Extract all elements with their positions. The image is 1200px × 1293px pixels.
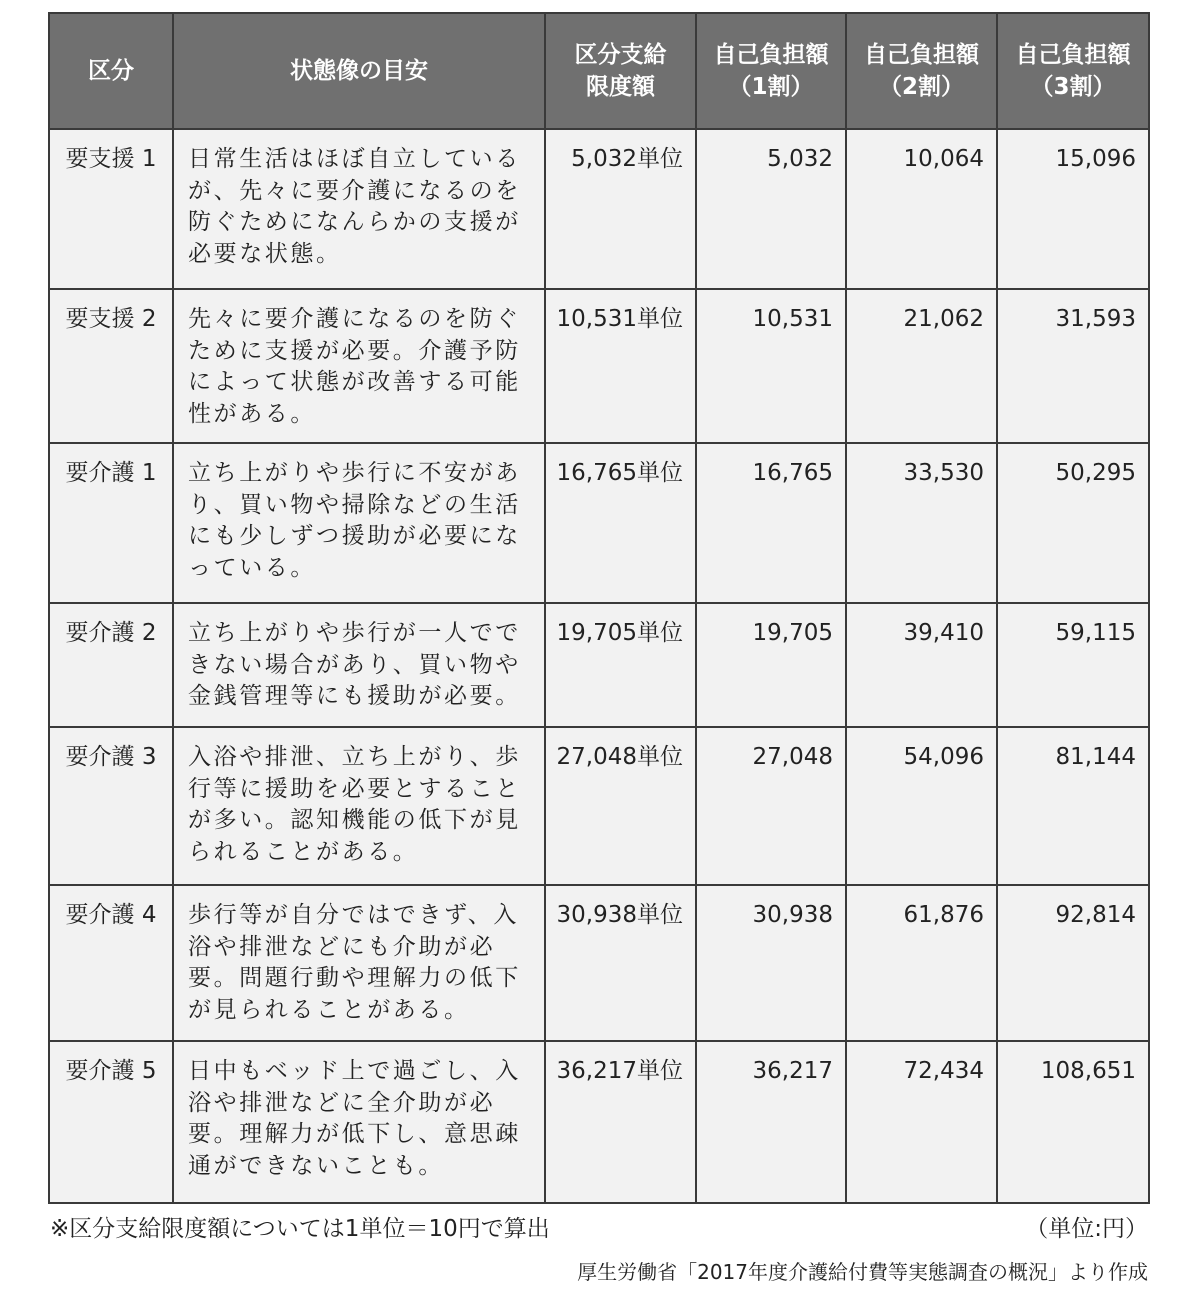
pay1-cell: 27,048 xyxy=(696,727,846,885)
category-cell: 要介護 5 xyxy=(49,1041,173,1203)
table-row xyxy=(49,885,1149,1041)
limit-cell: 27,048単位 xyxy=(545,727,696,885)
pay3-cell: 31,593 xyxy=(997,289,1149,443)
description-cell: 歩行等が自分ではできず、入浴や排泄などにも介助が必要。問題行動や理解力の低下が見られることがある。 xyxy=(173,885,545,1041)
header-pay3 xyxy=(997,13,1149,129)
header-line: 状態像の目安 xyxy=(290,58,428,84)
category-cell: 要介護 2 xyxy=(49,603,173,727)
pay1-cell: 16,765 xyxy=(696,443,846,603)
header-line: （2割） xyxy=(878,74,964,100)
table-row xyxy=(49,129,1149,289)
limit-cell: 36,217単位 xyxy=(545,1041,696,1203)
category-cell: 要介護 3 xyxy=(49,727,173,885)
category-cell: 要支援 2 xyxy=(49,289,173,443)
table-header-row xyxy=(49,13,1149,129)
category-cell: 要介護 1 xyxy=(49,443,173,603)
pay1-cell: 10,531 xyxy=(696,289,846,443)
pay2-cell: 33,530 xyxy=(846,443,997,603)
pay3-cell: 81,144 xyxy=(997,727,1149,885)
header-pay2 xyxy=(846,13,997,129)
category-cell: 要介護 4 xyxy=(49,885,173,1041)
header-line: 区分 xyxy=(88,58,134,84)
pay2-cell: 10,064 xyxy=(846,129,997,289)
table-row xyxy=(49,289,1149,443)
care-level-table xyxy=(48,12,1150,1204)
pay3-cell: 108,651 xyxy=(997,1041,1149,1203)
pay3-cell: 50,295 xyxy=(997,443,1149,603)
header-line: 自己負担額 xyxy=(713,42,829,68)
description-cell: 入浴や排泄、立ち上がり、歩行等に援助を必要とすることが多い。認知機能の低下が見られることがある。 xyxy=(173,727,545,885)
header-line: （3割） xyxy=(1030,74,1116,100)
category-cell: 要支援 1 xyxy=(49,129,173,289)
source-credit: 厚生労働省「2017年度介護給付費等実態調査の概況」より作成 xyxy=(577,1260,1148,1284)
description-cell: 日中もベッド上で過ごし、入浴や排泄などに全介助が必要。理解力が低下し、意思疎通ができないことも。 xyxy=(173,1041,545,1203)
description-cell: 日常生活はほぼ自立しているが、先々に要介護になるのを防ぐためになんらかの支援が必要な状態。 xyxy=(173,129,545,289)
header-description xyxy=(173,13,545,129)
pay2-cell: 54,096 xyxy=(846,727,997,885)
header-limit xyxy=(545,13,696,129)
pay1-cell: 36,217 xyxy=(696,1041,846,1203)
header-pay1 xyxy=(696,13,846,129)
pay1-cell: 19,705 xyxy=(696,603,846,727)
calculation-note: ※区分支給限度額については1単位＝10円で算出 xyxy=(50,1216,550,1242)
limit-cell: 16,765単位 xyxy=(545,443,696,603)
pay2-cell: 61,876 xyxy=(846,885,997,1041)
unit-label: （単位:円） xyxy=(1025,1216,1148,1242)
limit-cell: 10,531単位 xyxy=(545,289,696,443)
pay2-cell: 21,062 xyxy=(846,289,997,443)
header-line: （1割） xyxy=(728,74,814,100)
description-cell: 立ち上がりや歩行に不安があり、買い物や掃除などの生活にも少しずつ援助が必要になっている。 xyxy=(173,443,545,603)
pay1-cell: 30,938 xyxy=(696,885,846,1041)
pay3-cell: 59,115 xyxy=(997,603,1149,727)
table-row xyxy=(49,443,1149,603)
header-line: 区分支給 xyxy=(574,42,667,68)
table-row xyxy=(49,603,1149,727)
limit-cell: 19,705単位 xyxy=(545,603,696,727)
header-line: 自己負担額 xyxy=(1015,42,1131,68)
header-line: 自己負担額 xyxy=(864,42,979,68)
pay2-cell: 39,410 xyxy=(846,603,997,727)
description-cell: 立ち上がりや歩行が一人でできない場合があり、買い物や金銭管理等にも援助が必要。 xyxy=(173,603,545,727)
pay3-cell: 15,096 xyxy=(997,129,1149,289)
header-category xyxy=(49,13,173,129)
table-row xyxy=(49,727,1149,885)
pay2-cell: 72,434 xyxy=(846,1041,997,1203)
table-row xyxy=(49,1041,1149,1203)
description-cell: 先々に要介護になるのを防ぐために支援が必要。介護予防によって状態が改善する可能性がある。 xyxy=(173,289,545,443)
pay3-cell: 92,814 xyxy=(997,885,1149,1041)
header-line: 限度額 xyxy=(586,74,655,100)
limit-cell: 30,938単位 xyxy=(545,885,696,1041)
limit-cell: 5,032単位 xyxy=(545,129,696,289)
pay1-cell: 5,032 xyxy=(696,129,846,289)
